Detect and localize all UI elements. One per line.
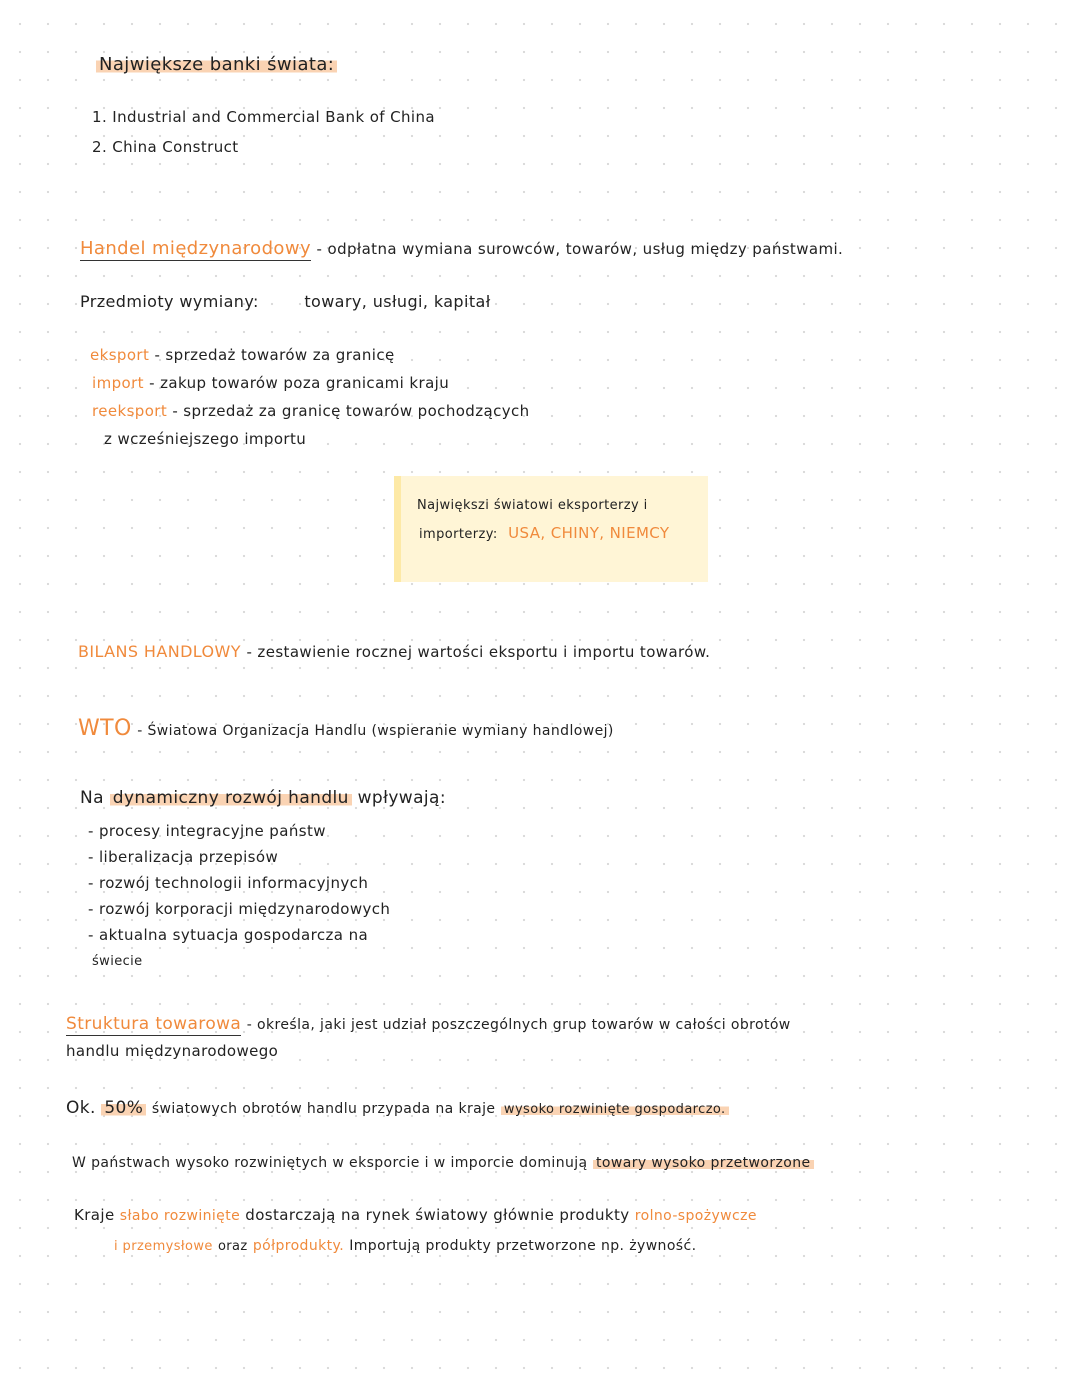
list-item: - rozwój technologii informacyjnych — [88, 874, 369, 892]
share-sentence: Ok. 50% światowych obrotów handlu przypada na kraje wysoko rozwinięte gospodarczo. — [66, 1098, 729, 1118]
note-line-1: Największi światowi eksporterzy i — [417, 498, 648, 513]
trade-definition: Handel międzynarodowy - odpłatna wymiana surowców, towarów, usług między państwami. — [80, 238, 844, 259]
bilans-handlowy: BILANS HANDLOWY - zestawienie rocznej wartości eksportu i importu towarów. — [78, 642, 711, 661]
trade-subjects: Przedmioty wymiany: towary, usługi, kapitał — [80, 292, 491, 311]
list-item-cont: świecie — [92, 954, 143, 969]
list-item: - rozwój korporacji międzynarodowych — [88, 900, 391, 918]
bank-item: 2. China Construct — [92, 138, 239, 156]
type-export: eksport - sprzedaż towarów za granicę — [90, 346, 395, 364]
list-item: - aktualna sytuacja gospodarcza na — [88, 926, 369, 944]
note-line-2: importerzy: USA, CHINY, NIEMCY — [419, 524, 670, 542]
dynamic-intro: Na dynamiczny rozwój handlu wpływają: — [80, 788, 447, 808]
wto-definition: WTO - Światowa Organizacja Handlu (wspieranie wymiany handlowej) — [78, 716, 614, 741]
structure-term: Struktura towarowa — [66, 1014, 242, 1034]
structure-cont: handlu międzynarodowego — [66, 1042, 279, 1060]
list-item: - procesy integracyjne państw — [88, 822, 326, 840]
developing-sentence-1: Kraje słabo rozwinięte dostarczają na rynek światowy głównie produkty rolno-spożywcze — [74, 1206, 757, 1224]
developed-sentence: W państwach wysoko rozwiniętych w eksporcie i w imporcie dominują towary wysoko przetworzone — [72, 1152, 814, 1171]
developing-sentence-2: i przemysłowe oraz półprodukty. Importują produkty przetworzone np. żywność. — [114, 1238, 697, 1254]
banks-title: Największe banki świata: — [96, 54, 337, 75]
type-reexport-cont: z wcześniejszego importu — [104, 430, 307, 448]
bilans-term: BILANS HANDLOWY — [78, 642, 241, 661]
wto-term: WTO — [78, 716, 132, 741]
type-import: import - zakup towarów poza granicami kraju — [92, 374, 450, 392]
sticky-note — [394, 476, 708, 582]
trade-term: Handel międzynarodowy — [80, 238, 312, 259]
type-reexport: reeksport - sprzedaż za granicę towarów pochodzących — [92, 402, 530, 420]
structure-definition: Struktura towarowa - określa, jaki jest udział poszczególnych grup towarów w całości obrotów — [66, 1014, 791, 1034]
list-item: - liberalizacja przepisów — [88, 848, 279, 866]
bank-item: 1. Industrial and Commercial Bank of China — [92, 108, 435, 126]
